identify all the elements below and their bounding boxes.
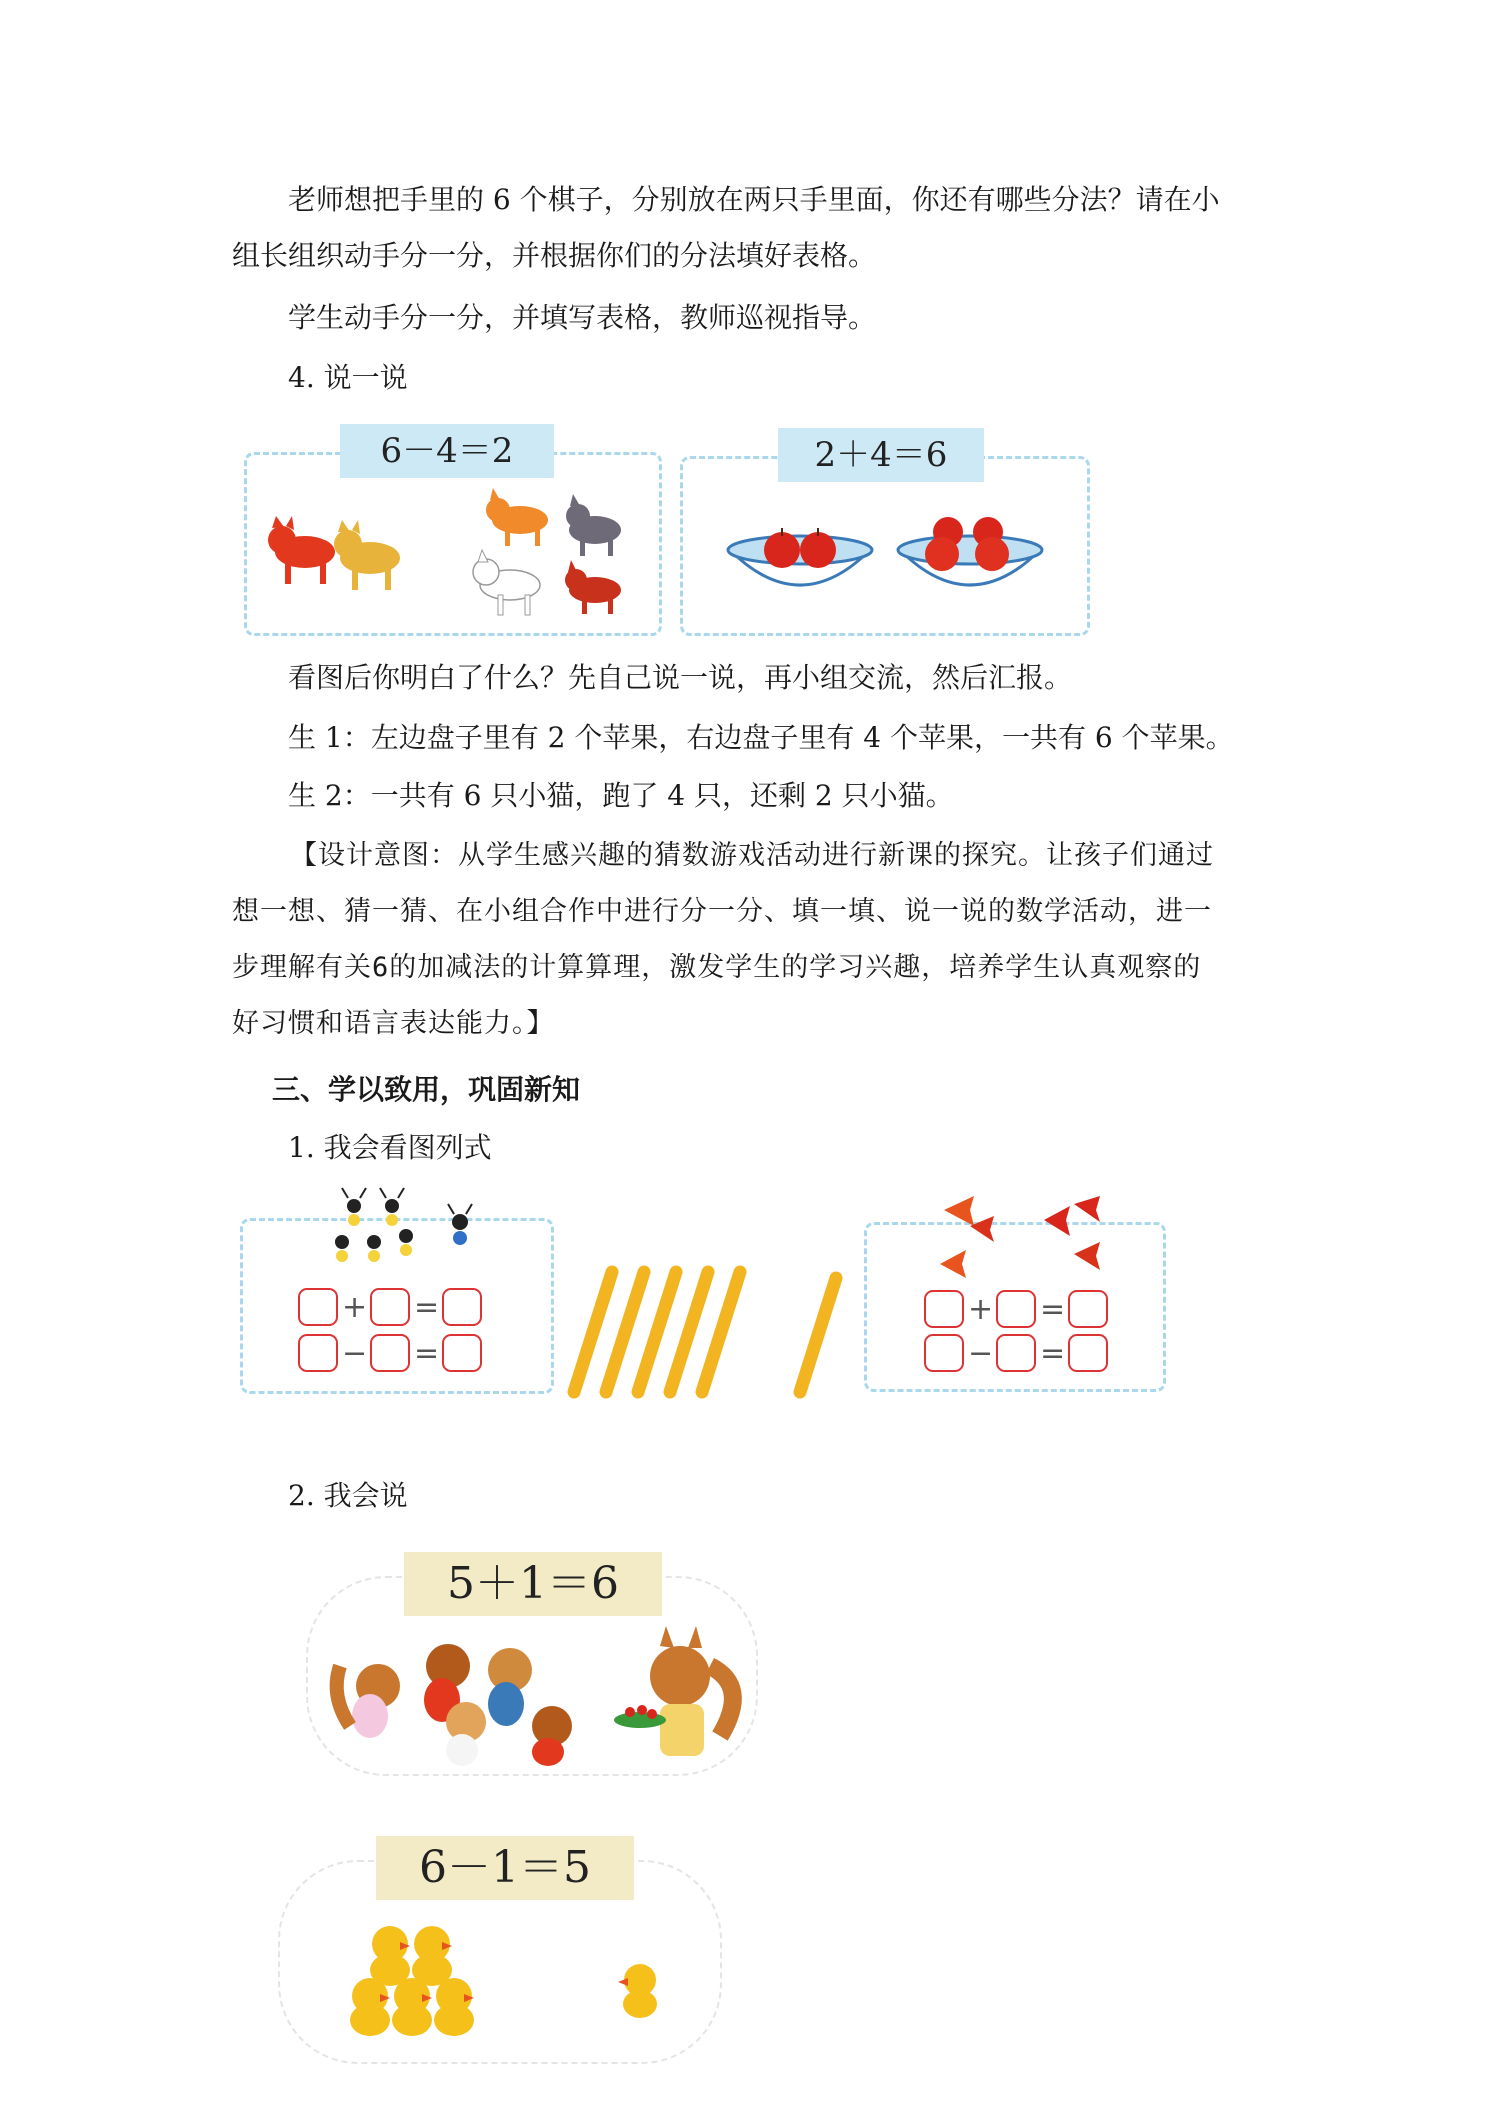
equals-sign: = [414,1289,440,1325]
blank-box[interactable] [996,1290,1036,1328]
blank-equation-addition [298,1288,482,1326]
design-intent-line: 步理解有关6的加减法的计算算理，激发学生的学习兴趣，培养学生认真观察的 [232,952,1202,983]
equals-sign: = [1040,1335,1066,1371]
paragraph: 看图后你明白了什么？先自己说一说，再小组交流，然后汇报。 [288,661,1073,694]
blank-box[interactable] [442,1334,482,1372]
student-answer: 生 2：一共有 6 只小猫，跑了 4 只，还剩 2 只小猫。 [288,779,954,812]
subheading: 4. 说一说 [288,361,408,394]
cat-icon [334,520,400,590]
blank-box[interactable] [1068,1334,1108,1372]
blank-box[interactable] [924,1334,964,1372]
fish-icon [940,1196,1100,1278]
chicks-equation-banner: 6－1＝5 [376,1836,634,1900]
apples-equation-banner: 2＋4＝6 [778,428,984,482]
blank-box[interactable] [370,1288,410,1326]
sticks-illustration [560,1262,860,1402]
cat-icon [486,488,548,546]
blank-equation-addition [924,1290,1108,1328]
equals-sign: = [1040,1291,1066,1327]
squirrel-icon [614,1626,733,1756]
design-intent-line: 好习惯和语言表达能力。】 [232,1008,555,1039]
design-intent-line: 【设计意图：从学生感兴趣的猜数游戏活动进行新课的探究。让孩子们通过 [290,840,1214,871]
chicks-illustration [340,1920,670,2040]
blank-box[interactable] [996,1334,1036,1372]
blank-equation-subtraction [298,1334,482,1372]
chick-icon [350,1926,657,2036]
apples-illustration [720,510,1060,610]
blank-box[interactable] [1068,1290,1108,1328]
squirrels-illustration [330,1626,740,1766]
ant-icon [335,1188,472,1262]
plate-icon [728,536,872,585]
plate-icon [898,536,1042,585]
squirrels-equation-banner: 5＋1＝6 [404,1552,662,1616]
cats-illustration [260,480,640,620]
cat-icon [473,550,540,615]
equals-sign: = [414,1335,440,1371]
plus-sign: + [342,1289,368,1325]
minus-sign: − [342,1335,368,1371]
cats-equation-banner: 6－4＝2 [340,424,554,478]
blank-box[interactable] [924,1290,964,1328]
paragraph-line: 老师想把手里的 6 个棋子，分别放在两只手里面，你还有哪些分法？请在小 [288,183,1220,216]
cat-icon [566,494,621,556]
stick-icon [574,1272,836,1392]
design-intent-line: 想一想、猜一猜、在小组合作中进行分一分、填一填、说一说的数学活动，进一 [232,896,1212,927]
blank-equation-subtraction [924,1334,1108,1372]
paragraph: 学生动手分一分，并填写表格，教师巡视指导。 [288,301,877,334]
blank-box[interactable] [298,1288,338,1326]
paragraph-line: 组长组织动手分一分，并根据你们的分法填好表格。 [232,239,877,272]
blank-box[interactable] [370,1334,410,1372]
squirrel-icon [337,1644,572,1766]
plus-sign: + [968,1291,994,1327]
cat-icon [565,560,621,614]
blank-box[interactable] [442,1288,482,1326]
student-answer: 生 1：左边盘子里有 2 个苹果，右边盘子里有 4 个苹果，一共有 6 个苹果。 [288,721,1234,754]
exercise-title: 2. 我会说 [288,1479,408,1512]
ants-illustration [322,1186,482,1286]
minus-sign: − [968,1335,994,1371]
exercise-title: 1. 我会看图列式 [288,1131,492,1164]
blank-box[interactable] [298,1334,338,1372]
cat-icon [268,516,335,584]
fish-illustration [934,1196,1114,1296]
section-heading: 三、学以致用，巩固新知 [272,1073,581,1106]
